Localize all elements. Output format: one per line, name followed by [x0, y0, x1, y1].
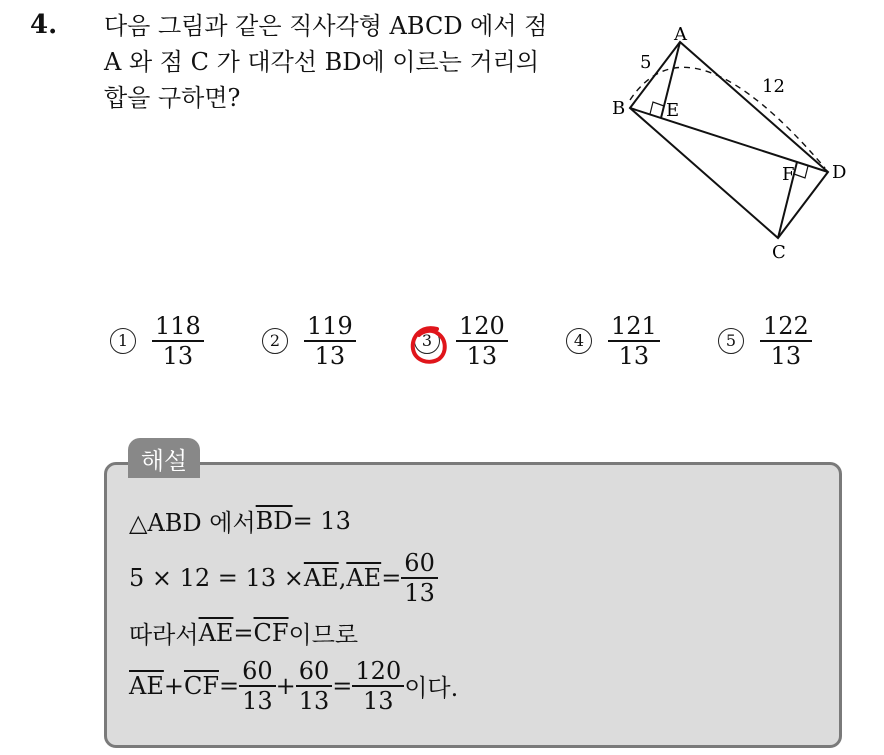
choice-numerator: 122 [763, 312, 809, 340]
overline-segment: $\overline{AE}$ [198, 618, 234, 647]
fraction-numerator: 120 [355, 657, 402, 685]
overline-segment: $\overline{AE}$ [346, 563, 382, 592]
rectangle-figure [600, 20, 870, 270]
solution-line-3 [129, 615, 358, 650]
fraction-denominator: 13 [242, 686, 273, 715]
solution-text: 이므로 [288, 621, 359, 649]
solution-text: = [381, 563, 402, 592]
choice-fraction-5 [760, 312, 812, 370]
choice-marker-2: 2 [262, 328, 288, 354]
choice-2[interactable] [262, 312, 356, 370]
solution-text: 이다. [404, 674, 459, 703]
fraction-numerator: 60 [242, 657, 273, 685]
choice-fraction-4 [608, 312, 660, 370]
choice-numerator: 120 [459, 312, 505, 340]
question-text-line-1: 다음 그림과 같은 직사각형 ABCD 에서 점 [104, 12, 548, 40]
solution-fraction [352, 657, 404, 715]
solution-text: 5 × 12 = 13 × [129, 563, 304, 592]
solution-text: 따라서 [129, 621, 199, 649]
label-d: D [832, 162, 847, 183]
label-c: C [772, 242, 786, 263]
overline-segment: $\overline{AE}$ [303, 563, 339, 592]
choice-numerator: 119 [307, 312, 353, 340]
choice-marker-4: 4 [566, 328, 592, 354]
choice-4[interactable] [566, 312, 660, 370]
question-number: 4. [30, 10, 58, 40]
label-a: A [674, 24, 687, 45]
overline-segment: $\overline{CF}$ [183, 671, 219, 700]
solution-line-1 [129, 503, 351, 538]
fraction-denominator: 13 [404, 578, 435, 607]
choice-3[interactable] [414, 312, 508, 370]
label-e: E [666, 100, 680, 121]
solution-text: = [218, 671, 240, 700]
label-b: B [612, 98, 626, 119]
question-text-line-3: 합을 구하면? [104, 84, 241, 112]
choice-numerator: 121 [611, 312, 657, 340]
choice-1[interactable] [110, 312, 204, 370]
answer-choices [110, 312, 830, 382]
fraction-numerator: 60 [298, 657, 330, 685]
solution-text: , [338, 563, 347, 592]
diagonal-bd [630, 108, 828, 172]
choice-fraction-2 [304, 312, 356, 370]
choice-denominator: 13 [466, 341, 498, 370]
solution-text: = [332, 671, 353, 700]
question-text-line-2: A 와 점 C 가 대각선 BD에 이르는 거리의 [104, 48, 539, 76]
solution-fraction [239, 657, 276, 715]
solution-tab: 해설 [128, 438, 200, 478]
label-f: F [782, 164, 795, 185]
choice-denominator: 13 [162, 341, 194, 370]
choice-marker-5: 5 [718, 328, 744, 354]
fraction-denominator: 13 [363, 686, 394, 715]
choice-marker-3-text: 3 [421, 331, 433, 351]
choice-denominator: 13 [618, 341, 650, 370]
solution-text: = 13 [292, 506, 351, 535]
solution-text: = [233, 618, 254, 647]
choice-marker-3 [414, 328, 440, 354]
solution-text: + [163, 671, 184, 700]
label-side-ad: 12 [762, 76, 785, 97]
solution-fraction [401, 549, 438, 607]
solution-text: + [275, 671, 296, 700]
solution-line-4 [129, 657, 458, 715]
solution-line-2 [129, 549, 438, 607]
choice-numerator: 118 [155, 312, 201, 340]
fraction-denominator: 13 [298, 686, 330, 715]
choice-fraction-1 [152, 312, 204, 370]
overline-segment: $\overline{BD}$ [255, 506, 293, 535]
choice-marker-1: 1 [110, 328, 136, 354]
overline-segment: $\overline{CF}$ [253, 618, 289, 647]
choice-denominator: 13 [314, 341, 346, 370]
choice-fraction-3 [456, 312, 508, 370]
choice-5[interactable] [718, 312, 812, 370]
solution-text: △ABD 에서 [129, 509, 256, 537]
fraction-numerator: 60 [404, 549, 435, 577]
label-side-ab: 5 [640, 52, 652, 73]
choice-denominator: 13 [770, 341, 802, 370]
overline-segment: $\overline{AE}$ [129, 671, 164, 700]
solution-box [104, 462, 842, 748]
solution-fraction [296, 657, 333, 715]
question-text [104, 8, 584, 116]
